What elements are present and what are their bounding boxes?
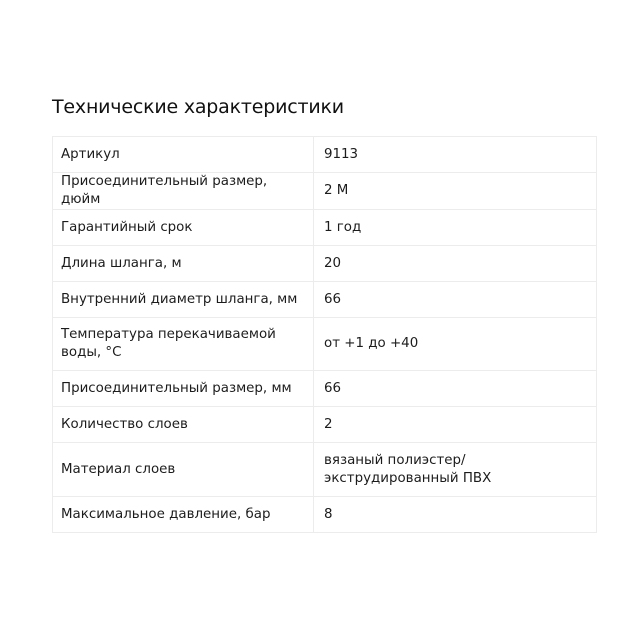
table-row xyxy=(53,371,597,407)
spec-label: Количество слоев xyxy=(53,407,314,443)
spec-label: Максимальное давление, бар xyxy=(53,497,314,533)
table-row xyxy=(53,318,597,371)
specs-table xyxy=(52,136,597,533)
specs-section xyxy=(52,96,592,533)
table-row xyxy=(53,137,597,173)
spec-value: 8 xyxy=(314,497,597,533)
spec-value: 2 М xyxy=(314,173,597,210)
spec-value: 66 xyxy=(314,282,597,318)
spec-label: Внутренний диаметр шланга, мм xyxy=(53,282,314,318)
spec-label: Присоединительный размер, дюйм xyxy=(53,173,314,210)
table-row xyxy=(53,443,597,497)
spec-value: 1 год xyxy=(314,210,597,246)
table-row xyxy=(53,282,597,318)
table-row xyxy=(53,497,597,533)
section-title: Технические характеристики xyxy=(52,96,344,118)
spec-value: 66 xyxy=(314,371,597,407)
spec-value: от +1 до +40 xyxy=(314,318,597,371)
spec-value: 2 xyxy=(314,407,597,443)
spec-label: Присоединительный размер, мм xyxy=(53,371,314,407)
table-row xyxy=(53,407,597,443)
table-row xyxy=(53,210,597,246)
spec-value: 9113 xyxy=(314,137,597,173)
spec-value: 20 xyxy=(314,246,597,282)
spec-label: Материал слоев xyxy=(53,443,314,497)
table-row xyxy=(53,173,597,210)
spec-label: Длина шланга, м xyxy=(53,246,314,282)
spec-value: вязаный полиэстер/экструдированный ПВХ xyxy=(314,443,597,497)
spec-label: Гарантийный срок xyxy=(53,210,314,246)
table-row xyxy=(53,246,597,282)
spec-label: Температура перекачиваемой воды, °С xyxy=(53,318,314,371)
spec-label: Артикул xyxy=(53,137,314,173)
